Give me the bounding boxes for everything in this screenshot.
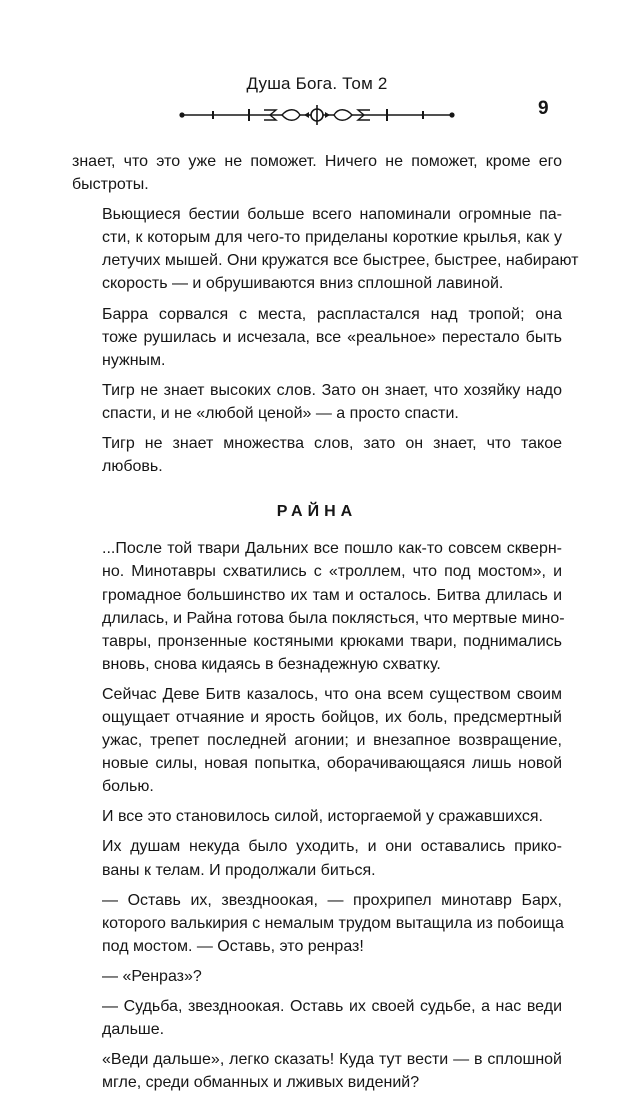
text-line: любовь. bbox=[102, 458, 163, 476]
paragraph bbox=[72, 835, 562, 881]
paragraph bbox=[72, 303, 562, 372]
text-line: Тигр не знает множества слов, зато он знает, что такое bbox=[102, 435, 562, 453]
chapter-heading: РАЙНА bbox=[276, 503, 358, 521]
running-title: Душа Бога. Том 2 bbox=[246, 74, 388, 93]
text-line: вновь, снова кидаясь в безнадежную схватку. bbox=[102, 655, 441, 673]
text-line: новые силы, новая попытка, оборачивающаяся лишь новой bbox=[102, 755, 562, 773]
text-line: ...После той твари Дальних все пошло как-то совсем скверн- bbox=[102, 540, 562, 558]
text-line: но. Минотавры схватились с «троллем, что под мостом», и bbox=[102, 563, 562, 581]
text-line: нужным. bbox=[102, 351, 166, 369]
text-line: спасти, и не «любой ценой» — а просто спасти. bbox=[102, 404, 459, 422]
text-line: И все это становилось силой, исторгаемой у сражавшихся. bbox=[102, 808, 543, 826]
text-line: Сейчас Деве Битв казалось, что она всем существом своим bbox=[102, 685, 562, 703]
text-line: ваны к телам. И продолжали биться. bbox=[102, 861, 376, 879]
text-line: — Судьба, звездноокая. Оставь их своей судьбе, а нас веди bbox=[102, 998, 562, 1015]
text-line: — Оставь их, звездноокая, — прохрипел минотавр Барх, bbox=[102, 891, 562, 909]
paragraph bbox=[72, 889, 562, 958]
text-line: — «Ренраз»? bbox=[102, 967, 202, 985]
text-line: громадное большинство их там и осталось. Битва длилась и bbox=[102, 586, 562, 604]
paragraph bbox=[72, 150, 562, 196]
text-line: сти, к которым для чего-то приделаны короткие крылья, как у bbox=[102, 229, 562, 247]
text-line: Барра сорвался с места, распластался над тропой; она bbox=[102, 305, 562, 323]
text-line: длилась, и Райна готова была поклясться, что мертвые мино- bbox=[102, 609, 565, 627]
paragraph bbox=[72, 683, 562, 798]
paragraph bbox=[72, 379, 562, 425]
text-section-after bbox=[72, 537, 565, 1094]
paragraph bbox=[72, 805, 562, 828]
text-line: знает, что это уже не поможет. Ничего не поможет, кроме его bbox=[72, 153, 562, 170]
text-line: под мостом. — Оставь, это ренраз! bbox=[102, 937, 364, 955]
text-line: мгле, среди обманных и лживых видений? bbox=[102, 1074, 420, 1092]
body-text bbox=[72, 150, 579, 1101]
paragraph bbox=[72, 995, 562, 1041]
text-section-before bbox=[72, 150, 579, 478]
text-line: болью. bbox=[102, 778, 154, 796]
page-number: 9 bbox=[538, 98, 549, 119]
text-line: Тигр не знает высоких слов. Зато он знает, что хозяйку надо bbox=[102, 381, 562, 399]
paragraph bbox=[72, 1048, 562, 1094]
text-line: Вьющиеся бестии больше всего напоминали огромные па- bbox=[102, 206, 562, 224]
decorative-divider-icon bbox=[178, 104, 456, 126]
text-line: ужас, трепет последней агонии; и внезапное возвращение, bbox=[102, 732, 562, 750]
paragraph bbox=[72, 203, 579, 295]
text-line: тавры, пронзенные костяными крюками твари, поднимались bbox=[102, 632, 562, 650]
text-line: «Веди дальше», легко сказать! Куда тут вести — в сплошной bbox=[102, 1051, 562, 1069]
text-line: скорость — и обрушиваются вниз сплошной лавиной. bbox=[102, 275, 504, 293]
paragraph bbox=[72, 432, 562, 478]
text-line: быстроты. bbox=[72, 176, 149, 194]
text-line: тоже рушилась и исчезала, все «реальное» перестало быть bbox=[102, 328, 562, 346]
text-line: летучих мышей. Они кружатся все быстрее, быстрее, набирают bbox=[102, 252, 579, 270]
text-line: Их душам некуда было уходить, и они оставались прико- bbox=[102, 838, 562, 856]
text-line: ощущает отчаяние и ярость бойцов, их боль, предсмертный bbox=[102, 708, 562, 726]
paragraph bbox=[72, 965, 562, 988]
text-line: которого валькирия с немалым трудом вытащила из побоища bbox=[102, 914, 564, 932]
paragraph bbox=[72, 537, 565, 676]
text-line: дальше. bbox=[102, 1021, 165, 1039]
